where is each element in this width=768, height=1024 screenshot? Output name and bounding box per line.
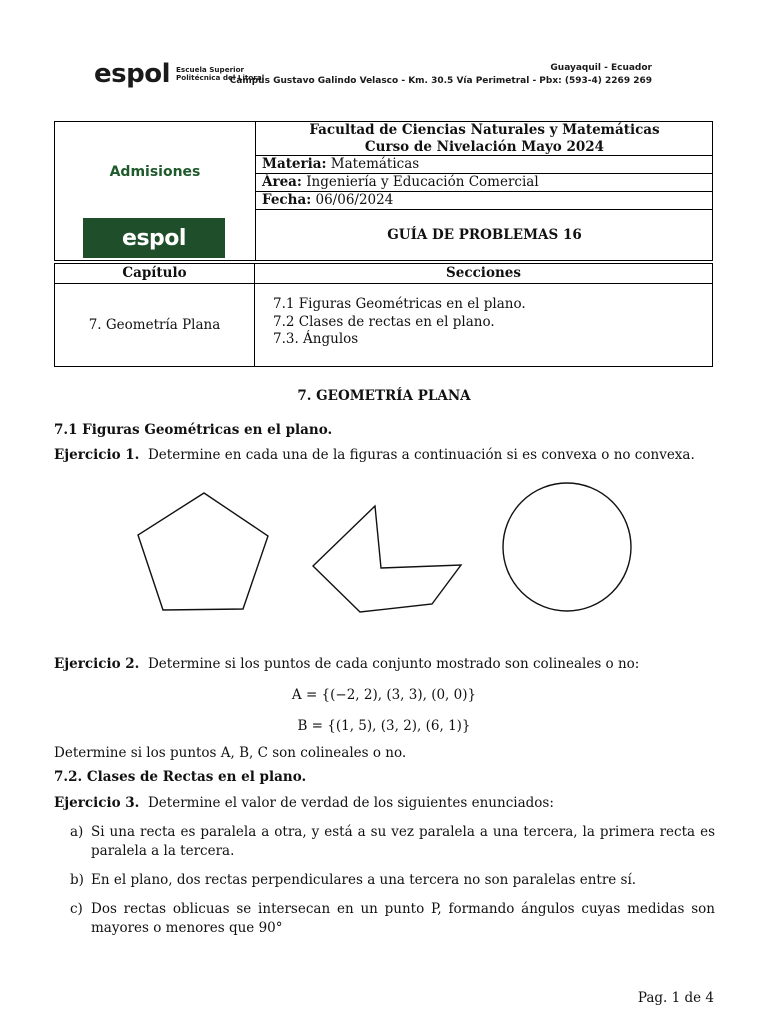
admisiones-label: Admisiones [109, 164, 201, 180]
campus-text: Campus Gustavo Galindo Velasco - Km. 30.5 Vía Perimetral - Pbx: (593-4) 2269 269 [229, 76, 652, 86]
set-a-equation: A = {(−2, 2), (3, 3), (0, 0)} [291, 687, 477, 703]
pentagon-figure [138, 493, 268, 610]
fecha-label: Fecha: [262, 192, 312, 208]
list-item-text: Si una recta es paralela a otra, y está a su vez paralela a una tercera, la primera recta es paralela a la tercera. [91, 824, 715, 859]
logo-wordmark: espol [94, 59, 170, 89]
section-item: 7.1 Figuras Geométricas en el plano. [273, 296, 526, 312]
area-row [256, 174, 713, 192]
fecha-value: 06/06/2024 [315, 192, 394, 208]
exercise-1-text: Determine en cada una de la figuras a continuación si es convexa o no convexa. [147, 447, 695, 463]
list-item-marker: c) [70, 901, 83, 917]
exercise-3-label: Ejercicio 3. [54, 795, 140, 811]
page-number: Pag. 1 de 4 [637, 990, 714, 1006]
espol-green-logo: espol [83, 218, 225, 258]
chapter-column-header: Capítulo [55, 264, 255, 284]
exercise-3-text: Determine el valor de verdad de los siguientes enunciados: [147, 795, 554, 811]
set-b-equation: B = {(1, 5), (3, 2), (6, 1)} [297, 718, 471, 734]
list-item [70, 900, 715, 938]
section-heading-72: 7.2. Clases de Rectas en el plano. [54, 769, 307, 785]
materia-row [256, 156, 713, 174]
exercise-3 [54, 794, 554, 812]
list-item-marker: a) [70, 824, 84, 840]
exercise-2-label: Ejercicio 2. [54, 656, 140, 672]
list-item-text: Dos rectas oblicuas se intersecan en un punto P, formando ángulos cuyas medidas son mayores o menores que 90° [91, 901, 715, 936]
exercise-1 [54, 446, 695, 464]
sections-cell [273, 296, 526, 349]
figures-illustration [0, 480, 768, 630]
guide-title: GUÍA DE PROBLEMAS 16 [387, 227, 582, 243]
materia-value: Matemáticas [330, 156, 420, 172]
materia-label: Materia: [262, 156, 327, 172]
concave-polygon-figure [313, 506, 461, 612]
list-item-marker: b) [70, 872, 84, 888]
section-heading-71: 7.1 Figuras Geométricas en el plano. [54, 422, 333, 438]
chapter-table [54, 263, 713, 367]
section-item: 7.2 Clases de rectas en el plano. [273, 313, 495, 330]
list-item [70, 823, 715, 861]
collinear-question: Determine si los puntos A, B, C son colineales o no. [54, 745, 407, 761]
area-label: Área: [262, 174, 302, 190]
section-item: 7.3. Ángulos [273, 331, 359, 347]
list-item-text: En el plano, dos rectas perpendiculares a una tercera no son paralelas entre sí. [91, 872, 637, 888]
letterhead-address [230, 62, 652, 88]
exercise-2-text: Determine si los puntos de cada conjunto mostrado son colineales o no: [147, 656, 640, 672]
location-text: Guayaquil - Ecuador [550, 63, 652, 73]
letterhead [0, 0, 768, 100]
list-item [70, 871, 715, 890]
fecha-row [256, 192, 713, 210]
circle-figure [503, 483, 631, 611]
logo-subtitle-line1: Escuela Superior [176, 64, 245, 74]
exercise-1-label: Ejercicio 1. [54, 447, 140, 463]
sections-column-header: Secciones [255, 264, 712, 284]
course-name: Curso de Nivelación Mayo 2024 [364, 139, 605, 155]
header-logo-cell [55, 122, 256, 260]
exercise-2 [54, 655, 639, 673]
faculty-cell [256, 122, 713, 156]
faculty-name: Facultad de Ciencias Naturales y Matemáticas [309, 122, 660, 138]
header-table [54, 121, 713, 261]
logo-subtitle-line2: Politécnica del Litoral [176, 73, 265, 82]
document-title: 7. GEOMETRÍA PLANA [297, 388, 471, 404]
chapter-cell: 7. Geometría Plana [55, 284, 255, 366]
area-value: Ingeniería y Educación Comercial [306, 174, 539, 190]
